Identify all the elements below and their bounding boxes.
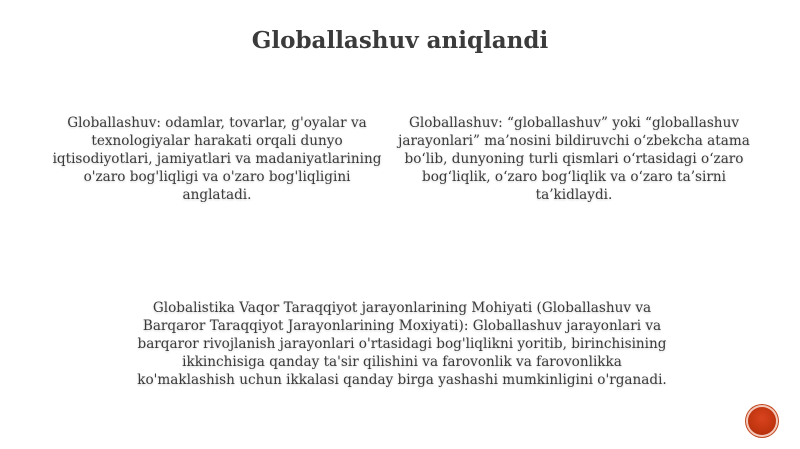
slide-title: Globallashuv aniqlandi [251, 27, 549, 54]
text-block-right: Globallashuv: “globallashuv” yoki “globallashuv jarayonlari” ma’nosini bildiruvchi o‘zbekcha atama bo‘lib, dunyoning turli qismlari o‘rtasidagi o‘zaro bog‘liqlik, o‘zaro bog‘liqlik va o‘zaro ta’sirni ta’kidlaydi. [398, 115, 750, 203]
text-block-bottom: Globalistika Vaqor Taraqqiyot jarayonlarining Mohiyati (Globallashuv va Barqaror Taraqqiyot Jarayonlarining Moxiyati): Globallashuv jarayonlari va barqaror rivojlanish jarayonlari o'rtasidagi bog'liqlikni yoritib, birinchisining ikkinchisiga qanday ta'sir qilishini va farovonlik va farovonlikka ko'maklashish uchun ikkalasi qanday birga yashashi mumkinligini o'rganadi. [137, 300, 667, 388]
next-slide-button[interactable] [748, 407, 776, 435]
text-block-left: Globallashuv: odamlar, tovarlar, g'oyalar va texnologiyalar harakati orqali dunyo iqtisodiyotlari, jamiyatlari va madaniyatlarining o'zaro bog'liqligi va o'zaro bog'liqligini anglatadi. [52, 115, 382, 203]
